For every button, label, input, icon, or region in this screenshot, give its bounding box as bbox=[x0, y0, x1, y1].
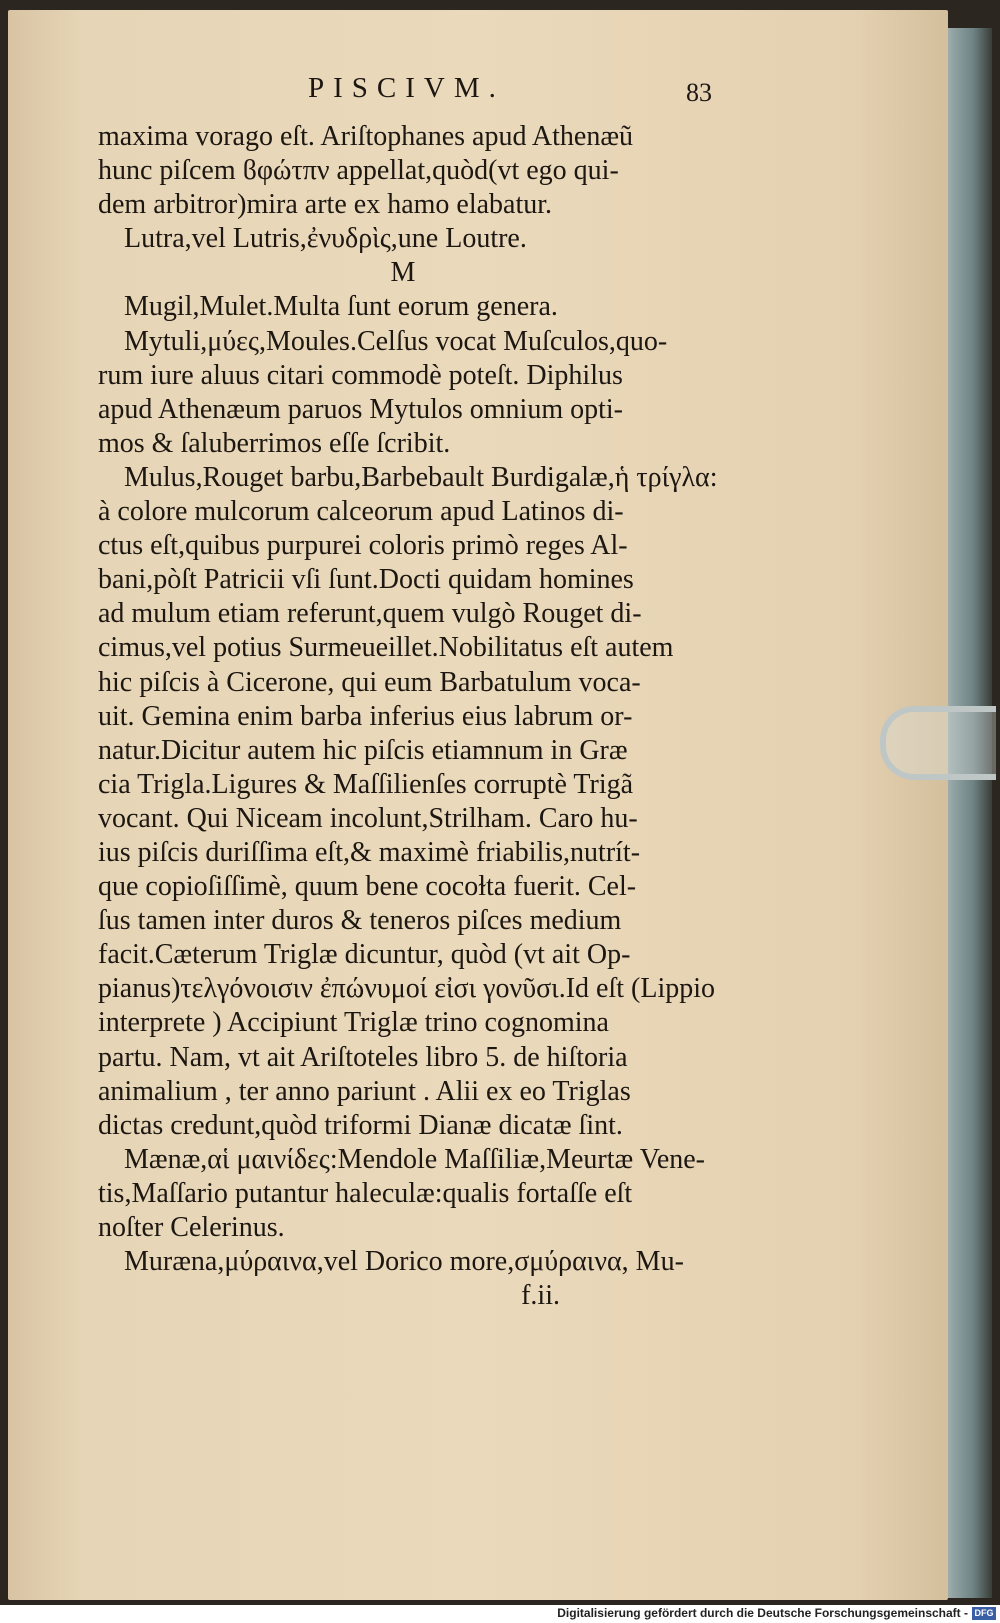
text-line: pianus)τελγόνοισιν ἐπώνυμοί εἰσι γονῦσι.Id eſt (Lippio bbox=[98, 973, 715, 1005]
text-line: mos & ſaluberrimos eſſe ſcribit. bbox=[98, 427, 451, 459]
text-line: cimus,vel potius Surmeueillet.Nobilitatus eſt autem bbox=[98, 632, 674, 664]
dfg-logo: DFG bbox=[972, 1607, 996, 1620]
text-line: uit. Gemina enim barba inferius eius labrum or- bbox=[98, 700, 633, 732]
text-line: vocant. Qui Niceam incolunt,Strilham. Caro hu- bbox=[98, 802, 638, 834]
text-line: Mulus,Rouget barbu,Barbebault Burdigalæ,ἡ τρίγλα: bbox=[124, 461, 718, 493]
text-line: noſter Celerinus. bbox=[98, 1212, 285, 1243]
text-line: Mugil,Mulet.Multa ſunt eorum genera. bbox=[124, 291, 558, 323]
page-header bbox=[98, 72, 712, 120]
text-line: Lutra,vel Lutris,ἐνυδρὶς,une Loutre. bbox=[124, 223, 527, 255]
text-line: Mytuli,μύες,Moules.Celſus vocat Muſculos,quo- bbox=[124, 325, 668, 357]
signature-mark: f.ii. bbox=[521, 1280, 560, 1312]
text-line: hic piſcis à Cicerone, qui eum Barbatulum voca- bbox=[98, 666, 641, 698]
text-line: rum iure aluus citari commodè poteſt. Diphilus bbox=[98, 359, 623, 391]
page-number: 83 bbox=[686, 78, 712, 107]
text-line: tis,Maſſario putantur haleculæ:qualis fortaſſe eſt bbox=[98, 1177, 633, 1209]
text-line: dictas credunt,quòd triformi Dianæ dicatæ ſint. bbox=[98, 1109, 623, 1141]
text-line: ſus tamen inter duros & teneros piſces medium bbox=[98, 905, 622, 937]
footer-bar bbox=[0, 1605, 1000, 1623]
text-line: dem arbitror)mira arte ex hamo elabatur. bbox=[98, 189, 553, 221]
text-line: que copioſiſſimè, quum bene cocoɫta fuerit. Cel- bbox=[98, 871, 637, 903]
text-block bbox=[98, 72, 718, 1313]
text-line: cia Trigla.Ligures & Maſſilienſes corruptè Trigã bbox=[98, 768, 634, 800]
text-line: bani,pòſt Patricii vſi ſunt.Docti quidam homines bbox=[98, 564, 634, 596]
text-line: Mænæ,αἱ μαινίδες:Mendole Maſſiliæ,Meurtæ Vene- bbox=[124, 1143, 705, 1175]
footer-credit: Digitalisierung gefördert durch die Deutsche Forschungsgemeinschaft - bbox=[557, 1606, 968, 1620]
text-line: ad mulum etiam referunt,quem vulgò Rouget di- bbox=[98, 598, 642, 630]
text-line: animalium , ter anno pariunt . Alii ex eo Triglas bbox=[98, 1075, 631, 1107]
text-line: maxima vorago eſt. Ariſtophanes apud Athenæũ bbox=[98, 121, 634, 152]
text-line: natur.Dicitur autem hic piſcis etiamnum in Græ bbox=[98, 734, 628, 766]
text-line: hunc piſcem ϐφώτπν appellat,quòd(vt ego qui- bbox=[98, 155, 619, 187]
paper-clip bbox=[880, 706, 996, 780]
text-line: Muræna,μύραινα,vel Dorico more,σμύραινα, Mu- bbox=[124, 1246, 684, 1278]
text-line: ctus eſt,quibus purpurei coloris primò reges Al- bbox=[98, 530, 628, 562]
running-head: PISCIVM. bbox=[308, 72, 505, 104]
text-line: facit.Cæterum Triglæ dicuntur, quòd (vt ait Op- bbox=[98, 939, 631, 971]
text-line: ius piſcis duriſſima eſt,& maximè friabilis,nutrít- bbox=[98, 836, 641, 868]
section-letter: M bbox=[390, 257, 416, 289]
text-line: apud Athenæum paruos Mytulos omnium opti- bbox=[98, 393, 623, 425]
text-line: partu. Nam, vt ait Ariſtoteles libro 5. de hiſtoria bbox=[98, 1041, 628, 1073]
text-line: à colore mulcorum calceorum apud Latinos di- bbox=[98, 496, 624, 528]
text-line: interprete ) Accipiunt Triglæ trino cognomina bbox=[98, 1007, 609, 1039]
